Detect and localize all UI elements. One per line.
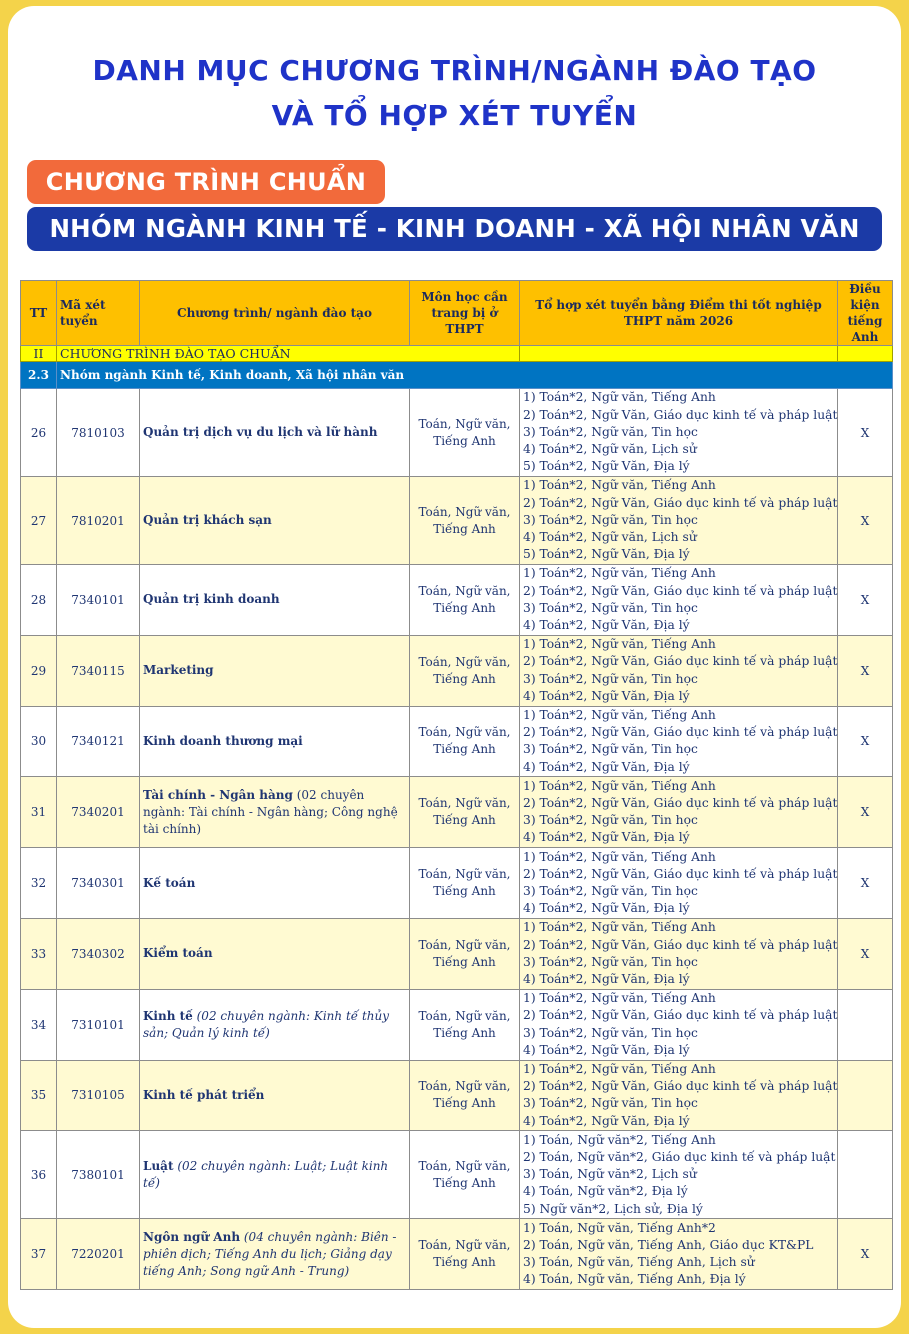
row-subjects: Toán, Ngữ văn, Tiếng Anh: [410, 1131, 520, 1219]
row-english: X: [838, 565, 893, 636]
table-row: [21, 918, 893, 989]
row-english: [838, 989, 893, 1060]
combo-item: 3) Toán*2, Ngữ văn, Tin học: [523, 424, 698, 439]
combo-item: 4) Toán*2, Ngữ văn, Lịch sử: [523, 442, 697, 457]
row-program: [140, 1131, 410, 1219]
combo-item: 3) Toán*2, Ngữ văn, Tin học: [523, 671, 698, 686]
row-program: [140, 1219, 410, 1290]
program-badge: CHƯƠNG TRÌNH CHUẨN: [27, 160, 385, 204]
row-english: X: [838, 389, 893, 477]
group-row: [21, 362, 893, 389]
section-num: II: [21, 346, 57, 362]
row-code: 7340301: [57, 848, 140, 919]
row-combos: [520, 706, 838, 777]
row-code: 7380101: [57, 1131, 140, 1219]
combo-item: 3) Toán*2, Ngữ văn, Tin học: [523, 884, 698, 899]
row-tt: 36: [21, 1131, 57, 1219]
row-tt: 33: [21, 918, 57, 989]
combo-item: 4) Toán*2, Ngữ Văn, Địa lý: [523, 1042, 690, 1057]
row-program: [140, 477, 410, 565]
combo-item: 4) Toán, Ngữ văn*2, Địa lý: [523, 1184, 688, 1199]
row-code: 7310105: [57, 1060, 140, 1131]
row-subjects: Toán, Ngữ văn, Tiếng Anh: [410, 706, 520, 777]
combo-item: 2) Toán*2, Ngữ Văn, Giáo dục kinh tế và pháp luật: [523, 654, 838, 669]
row-tt: 29: [21, 635, 57, 706]
row-program: [140, 848, 410, 919]
row-english: X: [838, 635, 893, 706]
row-subjects: Toán, Ngữ văn, Tiếng Anh: [410, 1060, 520, 1131]
combo-item: 1) Toán*2, Ngữ văn, Tiếng Anh: [523, 566, 716, 581]
row-tt: 35: [21, 1060, 57, 1131]
col-header-tt: TT: [21, 281, 57, 346]
table-row: [21, 1131, 893, 1219]
row-combos: [520, 777, 838, 848]
combo-item: 5) Toán*2, Ngữ Văn, Địa lý: [523, 459, 690, 474]
combo-item: 2) Toán*2, Ngữ Văn, Giáo dục kinh tế và pháp luật: [523, 1008, 838, 1023]
row-english: X: [838, 706, 893, 777]
page-title: [8, 48, 901, 138]
program-name: Kinh doanh thương mại: [143, 733, 303, 748]
row-tt: 27: [21, 477, 57, 565]
program-note: (02 chuyên ngành: Kinh tế thủy sản; Quản lý kinh tế): [143, 1008, 390, 1040]
row-code: 7340121: [57, 706, 140, 777]
row-subjects: Toán, Ngữ văn, Tiếng Anh: [410, 1219, 520, 1290]
section-empty-cell: [520, 346, 838, 362]
combo-item: 4) Toán*2, Ngữ Văn, Địa lý: [523, 901, 690, 916]
combo-item: 1) Toán*2, Ngữ văn, Tiếng Anh: [523, 708, 716, 723]
row-program: [140, 565, 410, 636]
program-name: Kiểm toán: [143, 946, 213, 961]
title-line-2: VÀ TỔ HỢP XÉT TUYỂN: [271, 99, 638, 132]
row-program: [140, 635, 410, 706]
program-name: Kinh tế: [143, 1008, 193, 1023]
combo-item: 4) Toán*2, Ngữ Văn, Địa lý: [523, 972, 690, 987]
col-header-subjects: Môn học cần trang bị ở THPT: [410, 281, 520, 346]
combo-item: 3) Toán*2, Ngữ văn, Tin học: [523, 813, 698, 828]
table-row: [21, 989, 893, 1060]
table-row: [21, 635, 893, 706]
row-combos: [520, 635, 838, 706]
combo-item: 5) Ngữ văn*2, Lịch sử, Địa lý: [523, 1201, 703, 1216]
group-num: 2.3: [21, 362, 57, 389]
combo-item: 1) Toán*2, Ngữ văn, Tiếng Anh: [523, 390, 716, 405]
row-tt: 30: [21, 706, 57, 777]
row-combos: [520, 918, 838, 989]
row-program: [140, 389, 410, 477]
row-code: 7340302: [57, 918, 140, 989]
row-code: 7340115: [57, 635, 140, 706]
combo-item: 4) Toán*2, Ngữ Văn, Địa lý: [523, 830, 690, 845]
row-program: [140, 706, 410, 777]
row-code: 7220201: [57, 1219, 140, 1290]
program-table: [20, 280, 893, 1290]
combo-item: 4) Toán*2, Ngữ văn, Lịch sử: [523, 530, 697, 545]
row-tt: 32: [21, 848, 57, 919]
row-subjects: Toán, Ngữ văn, Tiếng Anh: [410, 777, 520, 848]
row-english: X: [838, 777, 893, 848]
combo-item: 2) Toán*2, Ngữ Văn, Giáo dục kinh tế và pháp luật: [523, 495, 838, 510]
row-english: X: [838, 477, 893, 565]
row-tt: 31: [21, 777, 57, 848]
combo-item: 4) Toán*2, Ngữ Văn, Địa lý: [523, 1113, 690, 1128]
row-code: 7810201: [57, 477, 140, 565]
table-row: [21, 777, 893, 848]
row-program: [140, 777, 410, 848]
combo-item: 2) Toán*2, Ngữ Văn, Giáo dục kinh tế và pháp luật: [523, 937, 838, 952]
row-english: [838, 1060, 893, 1131]
combo-item: 3) Toán*2, Ngữ văn, Tin học: [523, 1096, 698, 1111]
row-combos: [520, 565, 838, 636]
col-header-program: Chương trình/ ngành đào tạo: [140, 281, 410, 346]
row-combos: [520, 848, 838, 919]
combo-item: 3) Toán, Ngữ văn*2, Lịch sử: [523, 1167, 697, 1182]
section-label: CHƯƠNG TRÌNH ĐÀO TẠO CHUẨN: [57, 346, 520, 362]
row-subjects: Toán, Ngữ văn, Tiếng Anh: [410, 635, 520, 706]
combo-item: 1) Toán*2, Ngữ văn, Tiếng Anh: [523, 478, 716, 493]
combo-item: 4) Toán, Ngữ văn, Tiếng Anh, Địa lý: [523, 1272, 746, 1287]
group-label: Nhóm ngành Kinh tế, Kinh doanh, Xã hội nhân văn: [57, 362, 893, 389]
row-english: X: [838, 848, 893, 919]
row-program: [140, 918, 410, 989]
row-program: [140, 989, 410, 1060]
col-header-english: Điều kiện tiếng Anh: [838, 281, 893, 346]
program-note: (04 chuyên ngành: Biên - phiên dịch; Tiếng Anh du lịch; Giảng dạy tiếng Anh; Song ngữ Anh - Trung): [143, 1229, 397, 1278]
combo-item: 2) Toán*2, Ngữ Văn, Giáo dục kinh tế và pháp luật: [523, 796, 838, 811]
program-note: (02 chuyên ngành: Luật; Luật kinh tế): [143, 1158, 389, 1190]
combo-item: 5) Toán*2, Ngữ Văn, Địa lý: [523, 547, 690, 562]
combo-item: 1) Toán*2, Ngữ văn, Tiếng Anh: [523, 920, 716, 935]
section-row: [21, 346, 893, 362]
program-name: Quản trị dịch vụ du lịch và lữ hành: [143, 425, 378, 439]
row-tt: 34: [21, 989, 57, 1060]
program-name: Kế toán: [143, 875, 196, 890]
combo-item: 2) Toán*2, Ngữ Văn, Giáo dục kinh tế và pháp luật: [523, 1079, 838, 1094]
table-row: [21, 565, 893, 636]
program-name: Ngôn ngữ Anh: [143, 1229, 241, 1244]
combo-item: 2) Toán, Ngữ văn*2, Giáo dục kinh tế và pháp luật: [523, 1150, 836, 1165]
table-header-row: [21, 281, 893, 346]
row-tt: 28: [21, 565, 57, 636]
row-combos: [520, 1060, 838, 1131]
row-combos: [520, 389, 838, 477]
combo-item: 1) Toán*2, Ngữ văn, Tiếng Anh: [523, 778, 716, 793]
combo-item: 4) Toán*2, Ngữ Văn, Địa lý: [523, 618, 690, 633]
table-row: [21, 1060, 893, 1131]
row-subjects: Toán, Ngữ văn, Tiếng Anh: [410, 989, 520, 1060]
table-row: [21, 848, 893, 919]
program-name: Quản trị kinh doanh: [143, 592, 280, 607]
combo-item: 3) Toán, Ngữ văn, Tiếng Anh, Lịch sử: [523, 1255, 755, 1270]
combo-item: 1) Toán*2, Ngữ văn, Tiếng Anh: [523, 637, 716, 652]
row-english: X: [838, 918, 893, 989]
combo-item: 1) Toán*2, Ngữ văn, Tiếng Anh: [523, 849, 716, 864]
combo-item: 3) Toán*2, Ngữ văn, Tin học: [523, 954, 698, 969]
combo-item: 2) Toán*2, Ngữ Văn, Giáo dục kinh tế và pháp luật: [523, 725, 838, 740]
combo-item: 2) Toán*2, Ngữ Văn, Giáo dục kinh tế và pháp luật: [523, 583, 838, 598]
program-name: Kinh tế phát triển: [143, 1087, 265, 1102]
program-name: Quản trị khách sạn: [143, 513, 272, 527]
combo-item: 2) Toán, Ngữ văn, Tiếng Anh, Giáo dục KT&PL: [523, 1238, 814, 1253]
row-subjects: Toán, Ngữ văn, Tiếng Anh: [410, 848, 520, 919]
combo-item: 1) Toán, Ngữ văn, Tiếng Anh*2: [523, 1220, 716, 1235]
row-english: [838, 1131, 893, 1219]
title-line-1: DANH MỤC CHƯƠNG TRÌNH/NGÀNH ĐÀO TẠO: [92, 54, 817, 87]
row-english: X: [838, 1219, 893, 1290]
row-combos: [520, 477, 838, 565]
combo-item: 4) Toán*2, Ngữ Văn, Địa lý: [523, 688, 690, 703]
row-subjects: Toán, Ngữ văn, Tiếng Anh: [410, 389, 520, 477]
program-note: (02 chuyên ngành: Tài chính - Ngân hàng; Công nghệ tài chính): [143, 787, 398, 836]
combo-item: 1) Toán, Ngữ văn*2, Tiếng Anh: [523, 1132, 716, 1147]
row-program: [140, 1060, 410, 1131]
combo-item: 3) Toán*2, Ngữ văn, Tin học: [523, 600, 698, 615]
row-code: 7310101: [57, 989, 140, 1060]
combo-item: 1) Toán*2, Ngữ văn, Tiếng Anh: [523, 991, 716, 1006]
group-badge: NHÓM NGÀNH KINH TẾ - KINH DOANH - XÃ HỘI NHÂN VĂN: [27, 207, 882, 251]
combo-item: 3) Toán*2, Ngữ văn, Tin học: [523, 1025, 698, 1040]
row-combos: [520, 1131, 838, 1219]
table-row: [21, 389, 893, 477]
row-combos: [520, 989, 838, 1060]
row-subjects: Toán, Ngữ văn, Tiếng Anh: [410, 565, 520, 636]
program-name: Marketing: [143, 663, 214, 678]
row-code: 7810103: [57, 389, 140, 477]
table-row: [21, 477, 893, 565]
row-code: 7340201: [57, 777, 140, 848]
row-code: 7340101: [57, 565, 140, 636]
page-card: [8, 6, 901, 1328]
combo-item: 2) Toán*2, Ngữ Văn, Giáo dục kinh tế và pháp luật: [523, 866, 838, 881]
section-empty-cell: [838, 346, 893, 362]
row-subjects: Toán, Ngữ văn, Tiếng Anh: [410, 477, 520, 565]
combo-item: 2) Toán*2, Ngữ Văn, Giáo dục kinh tế và pháp luật: [523, 407, 838, 422]
col-header-combos: Tổ hợp xét tuyển bằng Điểm thi tốt nghiệp THPT năm 2026: [520, 281, 838, 346]
row-tt: 26: [21, 389, 57, 477]
col-header-code: Mã xét tuyển: [57, 281, 140, 346]
table-row: [21, 1219, 893, 1290]
combo-item: 4) Toán*2, Ngữ Văn, Địa lý: [523, 759, 690, 774]
combo-item: 1) Toán*2, Ngữ văn, Tiếng Anh: [523, 1062, 716, 1077]
combo-item: 3) Toán*2, Ngữ văn, Tin học: [523, 512, 698, 527]
combo-item: 3) Toán*2, Ngữ văn, Tin học: [523, 742, 698, 757]
program-name: Luật: [143, 1158, 174, 1173]
table-row: [21, 706, 893, 777]
row-combos: [520, 1219, 838, 1290]
row-subjects: Toán, Ngữ văn, Tiếng Anh: [410, 918, 520, 989]
row-tt: 37: [21, 1219, 57, 1290]
program-name: Tài chính - Ngân hàng: [143, 787, 293, 802]
